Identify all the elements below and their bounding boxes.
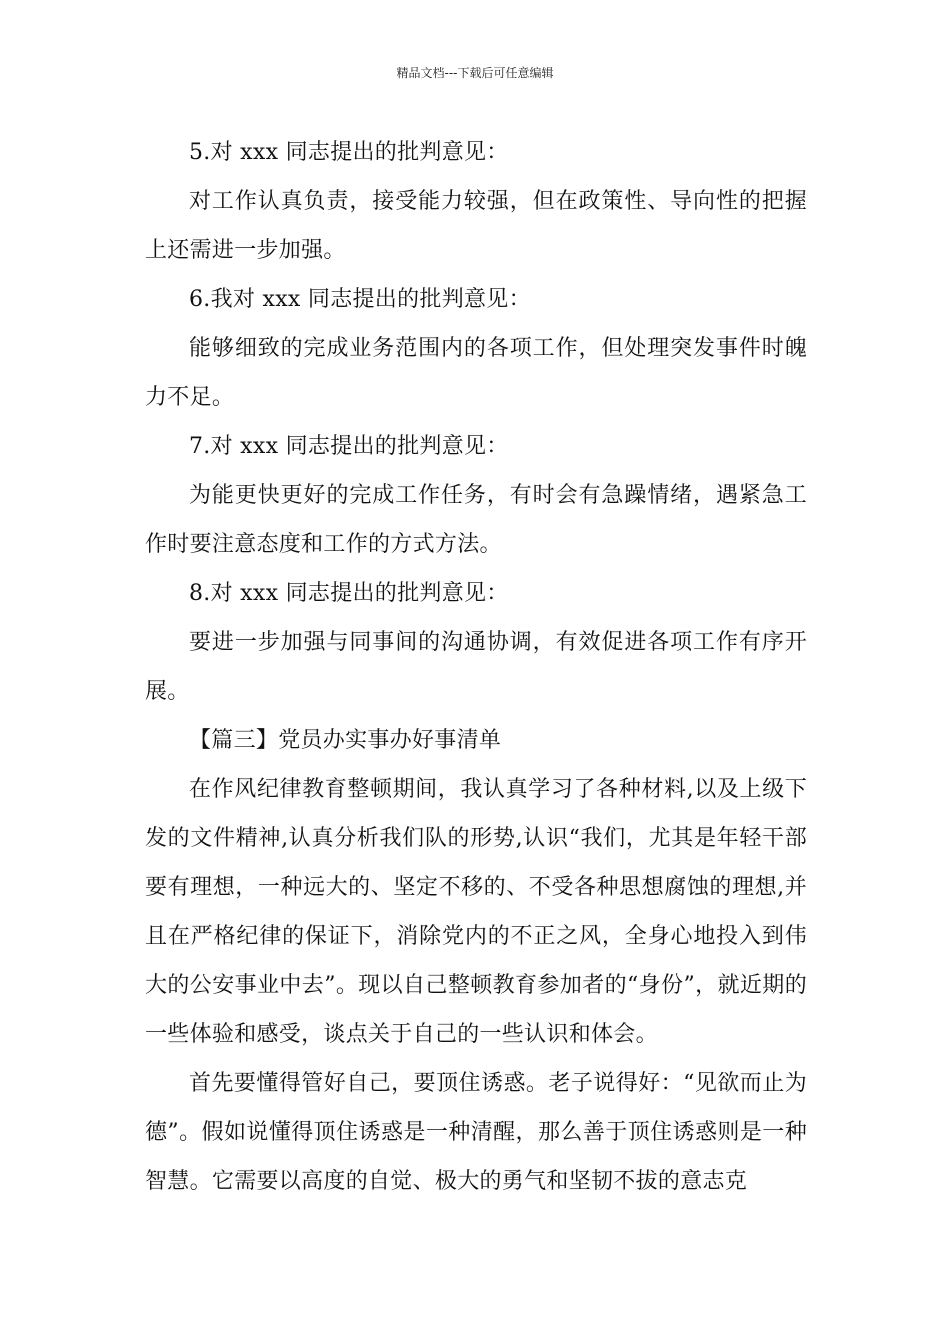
- paragraph-item-7-heading: 7.对 xxx 同志提出的批判意见：: [189, 434, 509, 459]
- paragraph-item-7-text: 为能更快更好的完成工作任务，有时会有急躁情绪，遇紧急工作时要注意态度和工作的方式方法。: [145, 483, 807, 557]
- section-heading: 【篇三】党员办实事办好事清单: [189, 728, 502, 753]
- paragraph-item-5-text: 对工作认真负责，接受能力较强，但在政策性、导向性的把握上还需进一步加强。: [145, 189, 807, 263]
- body-paragraph: 首先要懂得管好自己，要顶住诱惑。老子说得好：“见欲而止为德”。假如说懂得顶住诱惑是一种清醒，那么善于顶住诱惑则是一种智慧。它需要以高度的自觉、极大的勇气和坚韧不拔的意志克: [145, 1071, 807, 1194]
- paragraph-item-8-heading: 8.对 xxx 同志提出的批判意见：: [189, 581, 509, 606]
- body-paragraph: 在作风纪律教育整顿期间，我认真学习了各种材料,以及上级下发的文件精神,认真分析我们队的形势,认识“我们，尤其是年轻干部要有理想，一种远大的、坚定不移的、不受各种思想腐蚀的理想,并且在严格纪律的保证下，消除党内的不正之风，全身心地投入到伟大的公安事业中去”。现以自己整顿教育参加者的“身份”，就近期的一些体验和感受，谈点关于自己的一些认识和体会。: [145, 777, 807, 1047]
- document-body: [145, 128, 807, 1206]
- paragraph-item-6-heading: 6.我对 xxx 同志提出的批判意见：: [189, 287, 531, 312]
- paragraph-item-8-text: 要进一步加强与同事间的沟通协调，有效促进各项工作有序开展。: [145, 630, 807, 704]
- paragraph-item-5-heading: 5.对 xxx 同志提出的批判意见：: [189, 140, 509, 165]
- paragraph-item-6-text: 能够细致的完成业务范围内的各项工作，但处理突发事件时魄力不足。: [145, 336, 807, 410]
- page-header: 精品文档---下载后可任意编辑: [396, 66, 554, 80]
